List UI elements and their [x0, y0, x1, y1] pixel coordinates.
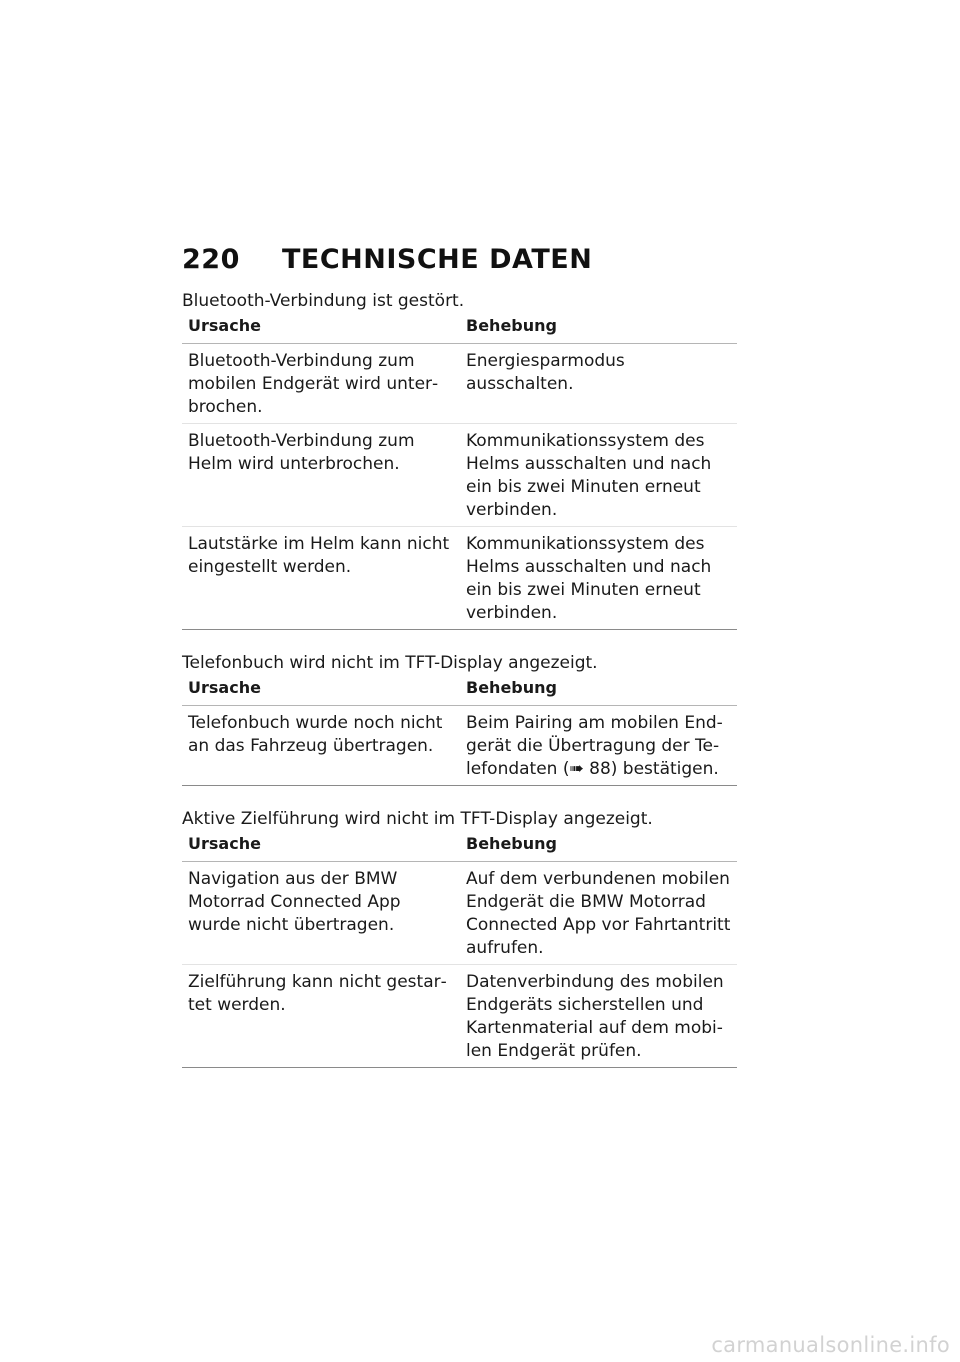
table-row — [182, 706, 737, 786]
chapter-title: TECHNISCHE DATEN — [282, 244, 593, 275]
table-row — [182, 965, 737, 1068]
section-title: Bluetooth-Verbindung ist gestört. — [182, 291, 465, 311]
section-phonebook — [182, 652, 737, 786]
remedy-cell: Kommunikationssystem des Helms ausschalten und nach ein bis zwei Minuten erneut verbinden. — [460, 527, 737, 630]
remedy-cell: Kommunikationssystem des Helms ausschalten und nach ein bis zwei Minuten erneut verbinden. — [460, 424, 737, 527]
cause-cell: Bluetooth-Verbindung zum Helm wird unterbrochen. — [182, 424, 460, 527]
remedy-cell: Energiesparmodus ausschalten. — [460, 344, 737, 424]
cause-cell: Lautstärke im Helm kann nicht eingestellt werden. — [182, 527, 460, 630]
remedy-cell: Datenverbindung des mobilen Endgeräts sicherstellen und Kartenmaterial auf dem mobilen Endgerät prüfen. — [460, 965, 737, 1068]
column-header-cause: Ursache — [182, 831, 460, 862]
cause-cell: Bluetooth-Verbindung zum mobilen Endgerät wird unterbrochen. — [182, 344, 460, 424]
table-header-row — [182, 831, 737, 862]
section-bluetooth — [182, 290, 737, 630]
remedy-cell: Beim Pairing am mobilen Endgerät die Übertragung der Telefondaten (➠ 88) bestätigen. — [460, 706, 737, 786]
section-title: Telefonbuch wird nicht im TFT-Display angezeigt. — [182, 653, 598, 673]
page-header — [182, 244, 592, 275]
cause-cell: Navigation aus der BMW Motorrad Connected App wurde nicht übertragen. — [182, 862, 460, 965]
page-number: 220 — [182, 244, 240, 275]
troubleshoot-table — [182, 675, 737, 786]
table-header-row — [182, 675, 737, 706]
page-content — [182, 290, 737, 1090]
column-header-cause: Ursache — [182, 313, 460, 344]
column-header-cause: Ursache — [182, 675, 460, 706]
section-title: Aktive Zielführung wird nicht im TFT-Display angezeigt. — [182, 809, 653, 829]
column-header-remedy: Behebung — [460, 313, 737, 344]
table-row — [182, 424, 737, 527]
remedy-cell: Auf dem verbundenen mobilen Endgerät die BMW Motorrad Connected App vor Fahrtantritt aufrufen. — [460, 862, 737, 965]
table-row — [182, 344, 737, 424]
section-navigation — [182, 808, 737, 1068]
troubleshoot-table — [182, 313, 737, 630]
column-header-remedy: Behebung — [460, 675, 737, 706]
table-header-row — [182, 313, 737, 344]
column-header-remedy: Behebung — [460, 831, 737, 862]
cause-cell: Telefonbuch wurde noch nicht an das Fahrzeug übertragen. — [182, 706, 460, 786]
table-row — [182, 862, 737, 965]
cause-cell: Zielführung kann nicht gestartet werden. — [182, 965, 460, 1068]
table-row — [182, 527, 737, 630]
watermark: carmanualsonline.info — [711, 1333, 950, 1357]
troubleshoot-table — [182, 831, 737, 1068]
